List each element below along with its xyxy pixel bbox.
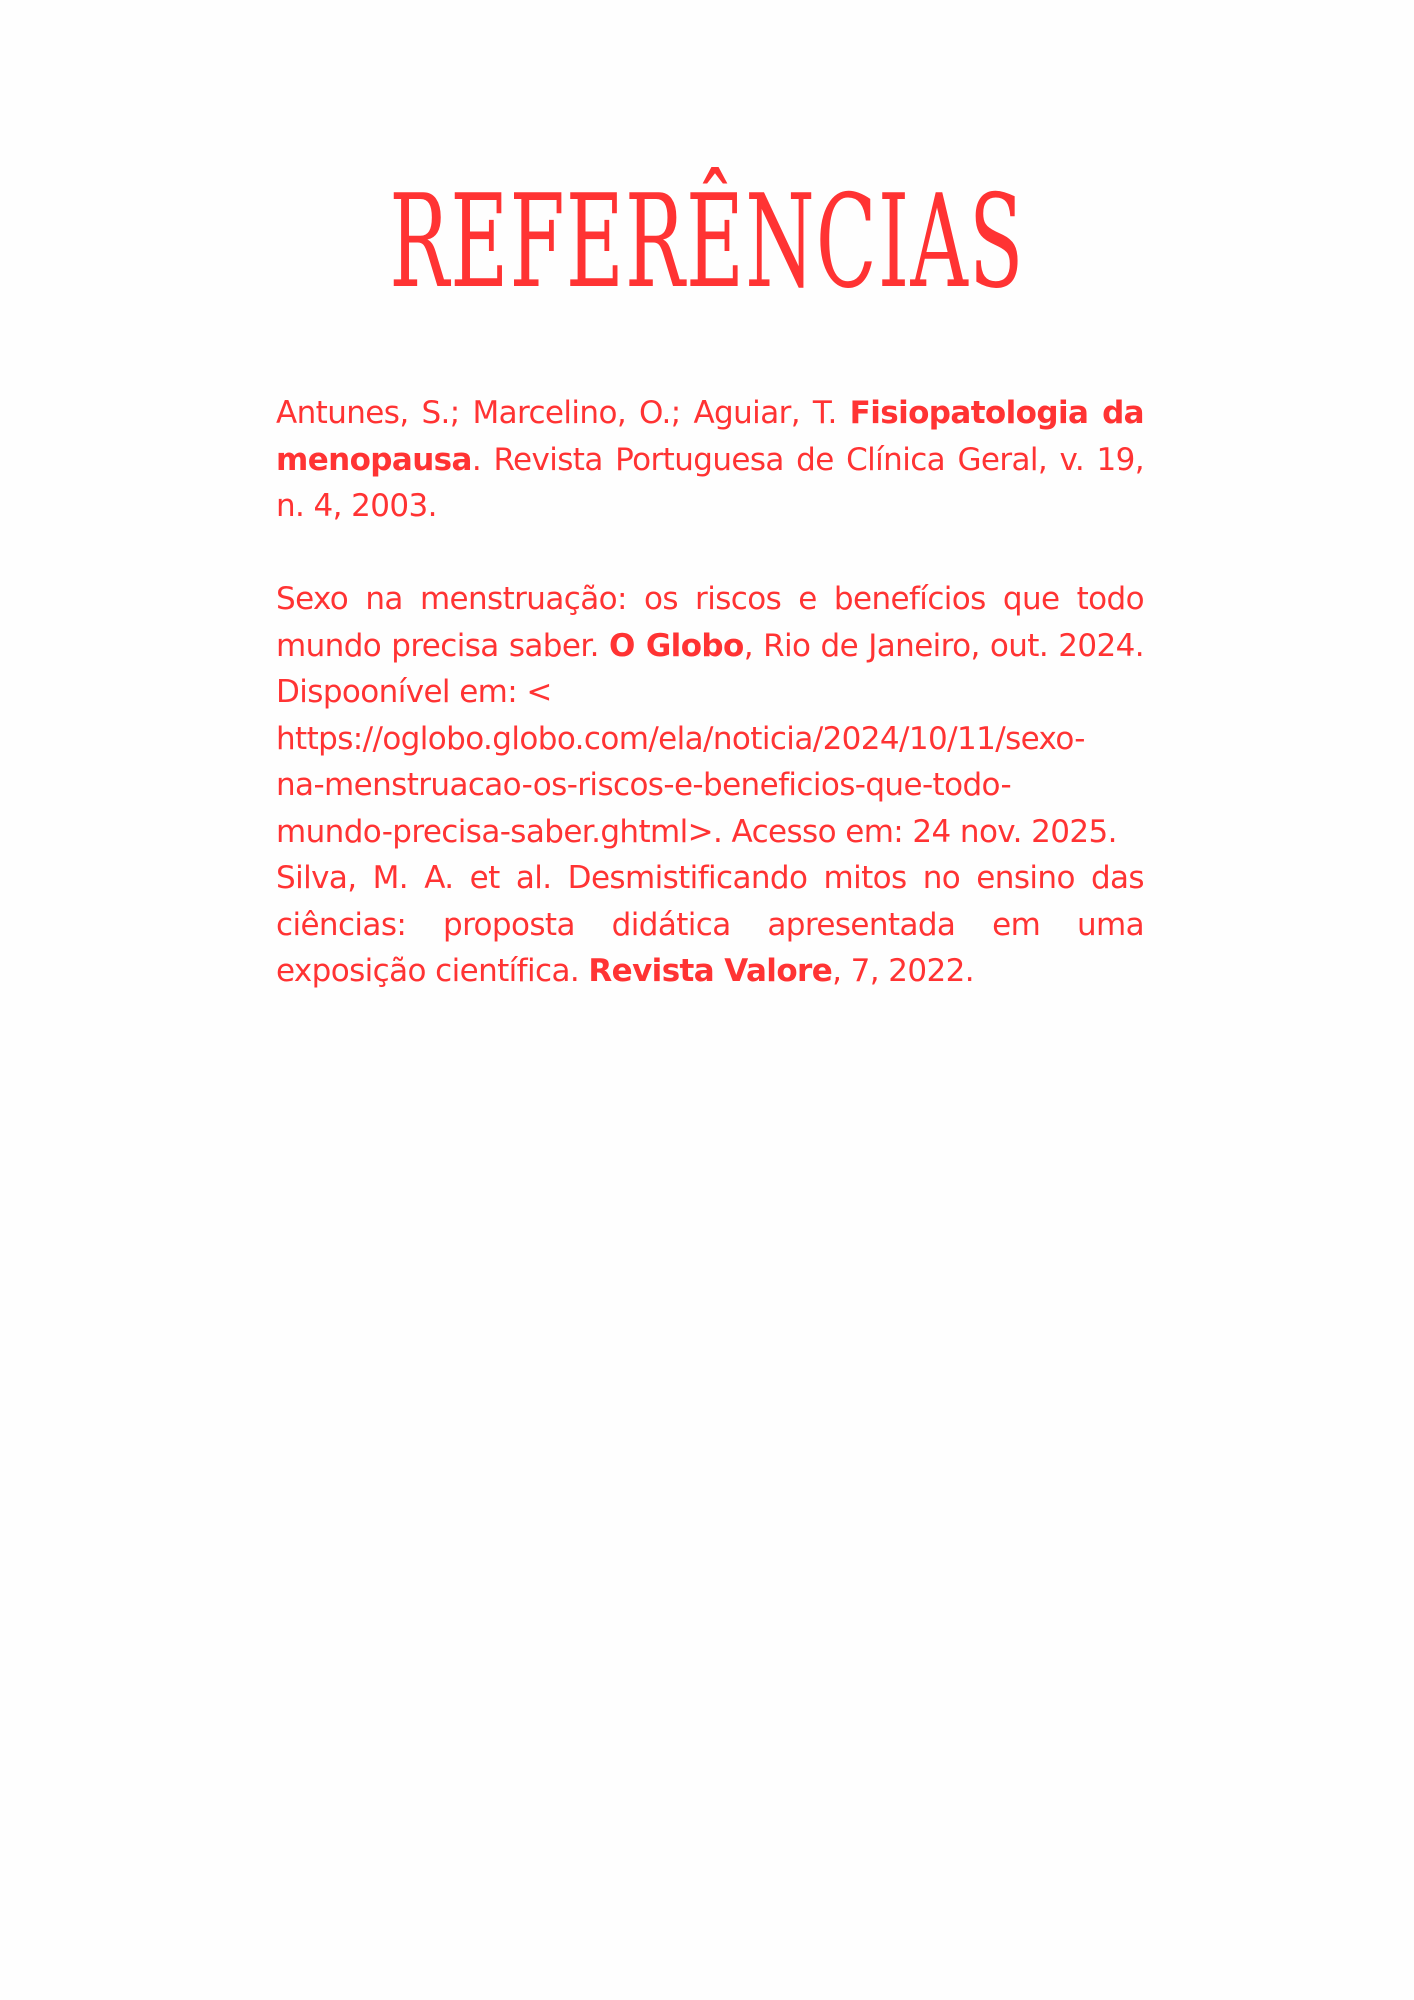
reference-url-line: mundo-precisa-saber.ghtml>. Acesso em: 24 nov. 2025. — [276, 813, 1117, 850]
reference-text: Antunes, S.; Marcelino, O.; Aguiar, T. — [276, 395, 850, 431]
reference-text: . Revista Portuguesa de Clínica Geral, v. 19, n. 4, 2003. — [276, 441, 1144, 524]
reference-url-line: https://oglobo.globo.com/ela/noticia/2024/10/11/sexo- — [276, 720, 1085, 757]
reference-title: Fisiopatologia da menopausa — [276, 395, 1144, 478]
reference-item — [276, 855, 1144, 995]
references-list — [276, 390, 1144, 995]
reference-item — [276, 390, 1144, 530]
reference-item — [276, 576, 1144, 855]
reference-title: Revista Valore — [588, 953, 833, 989]
reference-text: Silva, M. A. et al. Desmistificando mitos no ensino das ciências: proposta didática apresentada em uma exposição científica. — [276, 860, 1144, 989]
reference-url-line: na-menstruacao-os-riscos-e-beneficios-que-todo- — [276, 767, 1012, 803]
reference-text: Sexo na menstruação: os riscos e benefícios que todo mundo precisa saber. — [276, 581, 1144, 664]
reference-title: O Globo — [609, 627, 744, 664]
reference-text: , Rio de Janeiro, out. 2024. Dispoonível em: < — [276, 627, 1144, 710]
page-title: REFERÊNCIAS — [389, 168, 1025, 317]
reference-text: , 7, 2022. — [832, 953, 975, 989]
